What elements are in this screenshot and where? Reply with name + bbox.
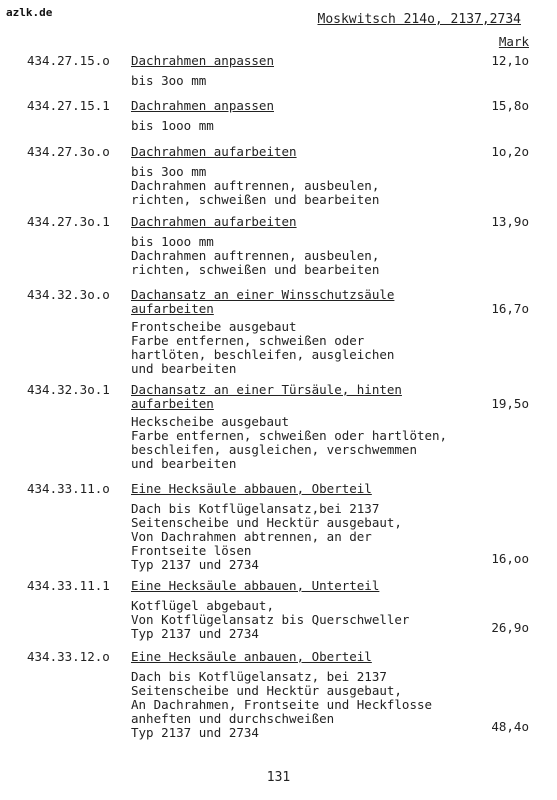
item-code: 434.27.15.1 (27, 98, 110, 113)
description-line: An Dachrahmen, Frontseite und Heckflosse (131, 697, 433, 712)
item-description (131, 235, 481, 277)
description-line: bis 3oo mm (131, 164, 207, 179)
description-line: bis 3oo mm (131, 73, 207, 88)
item-price: 26,9o (491, 620, 529, 635)
description-line: Typ 2137 und 2734 (131, 725, 259, 740)
item-price: 1o,2o (491, 144, 529, 159)
item-title: Dachansatz an einer Winsschutzsäule aufarbeiten (131, 287, 395, 316)
description-line: Dach bis Kotflügelansatz,bei 2137 (131, 501, 380, 516)
item-description (131, 74, 481, 88)
price-column-header: Mark (498, 34, 529, 49)
description-line: Von Kotflügelansatz bis Querschweller (131, 612, 410, 627)
description-line: Frontseite lösen (131, 543, 252, 558)
item-title: Dachrahmen anpassen (131, 98, 274, 113)
description-line: Farbe entfernen, schweißen oder (131, 333, 365, 348)
item-price: 12,1o (491, 53, 529, 68)
item-title: Eine Hecksäule abbauen, Unterteil (131, 578, 380, 593)
description-line: bis 1ooo mm (131, 234, 214, 249)
item-description (131, 165, 481, 207)
item-title: Eine Hecksäule anbauen, Oberteil (131, 649, 372, 664)
description-line: Kotflügel abgebaut, (131, 598, 274, 613)
item-code: 434.27.15.o (27, 53, 110, 68)
description-line: und bearbeiten (131, 456, 237, 471)
item-code: 434.32.3o.o (27, 287, 110, 302)
item-title: Dachrahmen aufarbeiten (131, 214, 297, 229)
document-header: Moskwitsch 214o, 2137,2734 (317, 12, 521, 27)
description-line: bis 1ooo mm (131, 118, 214, 133)
item-code: 434.27.3o.o (27, 144, 110, 159)
description-line: Heckscheibe ausgebaut (131, 414, 290, 429)
item-price: 15,8o (491, 98, 529, 113)
description-line: anheften und durchschweißen (131, 711, 335, 726)
description-line: hartlöten, beschleifen, ausgleichen (131, 347, 395, 362)
description-line: Farbe entfernen, schweißen oder hartlöten, (131, 428, 448, 443)
page-number: 131 (266, 770, 291, 785)
item-title: Dachrahmen aufarbeiten (131, 144, 297, 159)
item-price: 19,5o (491, 396, 529, 411)
description-line: Von Dachrahmen abtrennen, an der (131, 529, 372, 544)
item-price: 16,7o (491, 301, 529, 316)
description-line: richten, schweißen und bearbeiten (131, 262, 380, 277)
description-line: Dachrahmen auftrennen, ausbeulen, (131, 178, 380, 193)
description-line: Seitenscheibe und Hecktür ausgebaut, (131, 515, 402, 530)
item-description (131, 502, 481, 572)
item-price: 13,9o (491, 214, 529, 229)
item-price: 48,4o (491, 719, 529, 734)
description-line: Dach bis Kotflügelansatz, bei 2137 (131, 669, 387, 684)
description-line: und bearbeiten (131, 361, 237, 376)
item-title: Dachansatz an einer Türsäule, hinten aufarbeiten (131, 382, 402, 411)
description-line: beschleifen, ausgleichen, verschwemmen (131, 442, 417, 457)
item-code: 434.32.3o.1 (27, 382, 110, 397)
item-description (131, 415, 481, 471)
description-line: Seitenscheibe und Hecktür ausgebaut, (131, 683, 402, 698)
item-title: Dachrahmen anpassen (131, 53, 274, 68)
item-code: 434.27.3o.1 (27, 214, 110, 229)
item-title: Eine Hecksäule abbauen, Oberteil (131, 481, 372, 496)
description-line: Frontscheibe ausgebaut (131, 319, 297, 334)
item-price: 16,oo (491, 551, 529, 566)
item-description (131, 599, 481, 641)
description-line: richten, schweißen und bearbeiten (131, 192, 380, 207)
item-description (131, 320, 481, 376)
watermark: azlk.de (6, 6, 53, 19)
item-code: 434.33.11.1 (27, 578, 110, 593)
item-code: 434.33.11.o (27, 481, 110, 496)
item-description (131, 119, 481, 133)
description-line: Typ 2137 und 2734 (131, 557, 259, 572)
description-line: Typ 2137 und 2734 (131, 626, 259, 641)
item-description (131, 670, 481, 740)
item-code: 434.33.12.o (27, 649, 110, 664)
description-line: Dachrahmen auftrennen, ausbeulen, (131, 248, 380, 263)
